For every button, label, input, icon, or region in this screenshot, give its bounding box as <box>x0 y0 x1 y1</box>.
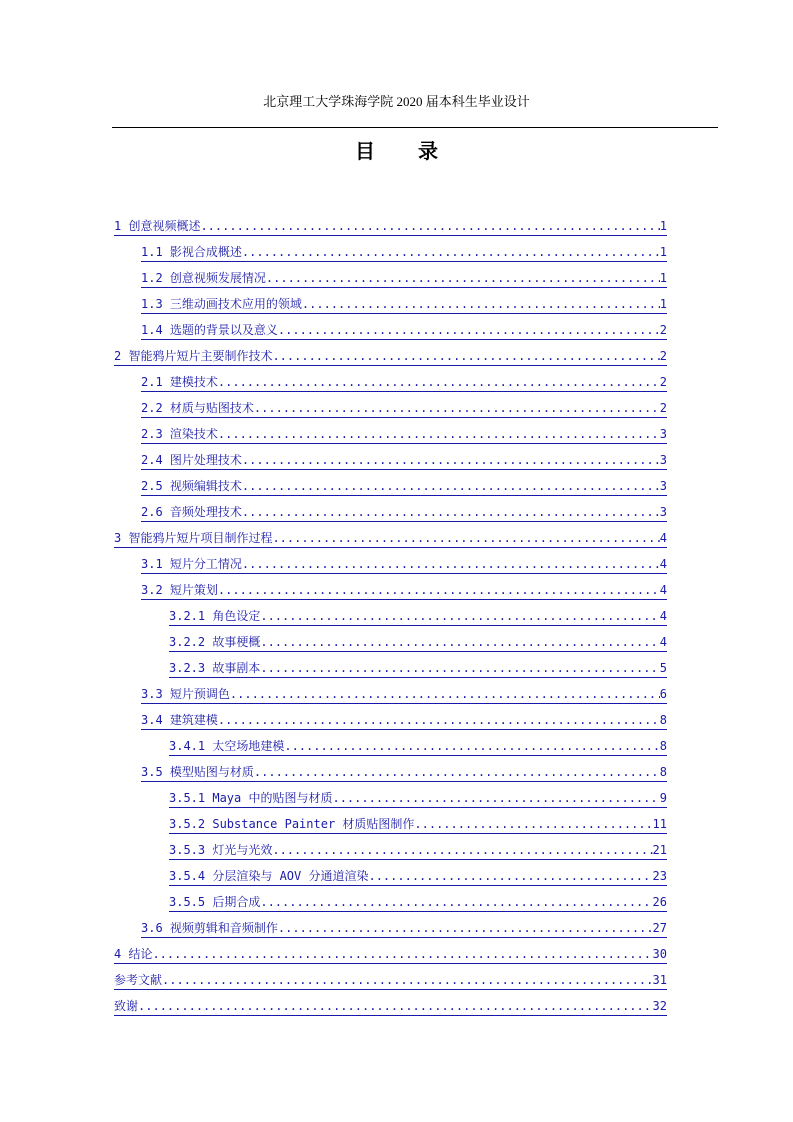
toc-link[interactable] <box>141 553 667 574</box>
dot-leader <box>242 478 660 495</box>
toc-entry <box>0 865 793 891</box>
toc-page-number: 26 <box>652 895 667 909</box>
toc-link[interactable] <box>141 917 667 938</box>
toc-link[interactable] <box>114 215 667 236</box>
table-of-contents <box>0 215 793 1021</box>
toc-entry-title: 3.5 模型贴图与材质 <box>141 765 254 779</box>
toc-entry-title: 3.3 短片预调色 <box>141 687 230 701</box>
toc-entry <box>0 423 793 449</box>
toc-page-number: 3 <box>659 427 667 441</box>
toc-page-number: 8 <box>659 739 667 753</box>
toc-entry <box>0 735 793 761</box>
dot-leader <box>152 946 652 963</box>
dot-leader <box>260 660 659 677</box>
dot-leader <box>218 426 660 443</box>
toc-entry <box>0 319 793 345</box>
toc-page-number: 31 <box>652 973 667 987</box>
toc-entry-title: 3.5.2 Substance Painter 材质贴图制作 <box>169 817 415 831</box>
toc-entry <box>0 995 793 1021</box>
toc-link[interactable] <box>169 813 667 834</box>
toc-link[interactable] <box>169 631 667 652</box>
toc-entry <box>0 657 793 683</box>
toc-page-number: 3 <box>659 479 667 493</box>
toc-link[interactable] <box>141 579 667 600</box>
toc-link[interactable] <box>141 371 667 392</box>
dot-leader <box>272 530 659 547</box>
toc-link[interactable] <box>141 423 667 444</box>
toc-entry <box>0 683 793 709</box>
toc-page-number: 1 <box>659 245 667 259</box>
toc-entry <box>0 605 793 631</box>
toc-entry <box>0 345 793 371</box>
toc-page-number: 6 <box>659 687 667 701</box>
toc-entry <box>0 553 793 579</box>
dot-leader <box>284 738 659 755</box>
toc-entry-title: 3.4.1 太空场地建模 <box>169 739 285 753</box>
toc-entry <box>0 215 793 241</box>
toc-entry-title: 2.5 视频编辑技术 <box>141 479 242 493</box>
toc-link[interactable] <box>141 397 667 418</box>
toc-link[interactable] <box>169 657 667 678</box>
toc-entry <box>0 787 793 813</box>
toc-entry-title: 4 结论 <box>114 947 153 961</box>
dot-leader <box>218 374 660 391</box>
toc-page-number: 8 <box>659 713 667 727</box>
toc-entry <box>0 943 793 969</box>
toc-page-number: 21 <box>652 843 667 857</box>
dot-leader <box>138 998 653 1015</box>
dot-leader <box>218 712 660 729</box>
toc-page-number: 4 <box>659 531 667 545</box>
toc-entry-title: 3.4 建筑建模 <box>141 713 218 727</box>
toc-link[interactable] <box>169 735 667 756</box>
toc-link[interactable] <box>141 293 667 314</box>
toc-link[interactable] <box>114 345 667 366</box>
dot-leader <box>218 582 660 599</box>
toc-entry-title: 2.4 图片处理技术 <box>141 453 242 467</box>
toc-page-number: 8 <box>659 765 667 779</box>
page-header: 北京理工大学珠海学院 2020 届本科生毕业设计 <box>263 94 530 109</box>
toc-entry <box>0 449 793 475</box>
toc-entry-title: 致谢 <box>114 999 139 1013</box>
toc-entry-title: 3.5.3 灯光与光效 <box>169 843 273 857</box>
header-divider <box>112 127 718 128</box>
dot-leader <box>242 556 660 573</box>
toc-entry-title: 2.1 建模技术 <box>141 375 218 389</box>
toc-page-number: 27 <box>652 921 667 935</box>
toc-page-number: 4 <box>659 557 667 571</box>
toc-entry <box>0 709 793 735</box>
toc-entry-title: 参考文献 <box>114 973 163 987</box>
toc-link[interactable] <box>169 865 667 886</box>
dot-leader <box>368 868 652 885</box>
toc-link[interactable] <box>114 527 667 548</box>
dot-leader <box>230 686 660 703</box>
toc-entry <box>0 839 793 865</box>
toc-entry-title: 3.6 视频剪辑和音频制作 <box>141 921 278 935</box>
toc-entry <box>0 761 793 787</box>
toc-link[interactable] <box>141 501 667 522</box>
dot-leader <box>260 894 652 911</box>
toc-entry-title: 3.5.4 分层渲染与 AOV 分通道渲染 <box>169 869 369 883</box>
toc-entry-title: 1.4 选题的背景以及意义 <box>141 323 278 337</box>
toc-entry <box>0 397 793 423</box>
toc-page-number: 4 <box>659 583 667 597</box>
toc-entry-title: 3 智能鸦片短片项目制作过程 <box>114 531 273 545</box>
toc-entry-title: 1.1 影视合成概述 <box>141 245 242 259</box>
toc-entry-title: 3.2.2 故事梗概 <box>169 635 261 649</box>
toc-page-number: 23 <box>652 869 667 883</box>
toc-link[interactable] <box>169 605 667 626</box>
toc-entry-title: 3.5.5 后期合成 <box>169 895 261 909</box>
toc-page-number: 1 <box>659 219 667 233</box>
dot-leader <box>332 790 659 807</box>
toc-page-number: 3 <box>659 505 667 519</box>
dot-leader <box>254 400 660 417</box>
toc-link[interactable] <box>169 839 667 860</box>
toc-entry <box>0 969 793 995</box>
toc-entry <box>0 527 793 553</box>
toc-entry-title: 3.2.3 故事剧本 <box>169 661 261 675</box>
dot-leader <box>278 920 653 937</box>
toc-entry <box>0 917 793 943</box>
toc-entry-title: 2.2 材质与贴图技术 <box>141 401 254 415</box>
toc-page-number: 11 <box>652 817 667 831</box>
toc-entry <box>0 371 793 397</box>
toc-link[interactable] <box>114 995 667 1016</box>
toc-entry <box>0 267 793 293</box>
toc-link[interactable] <box>114 943 667 964</box>
toc-link[interactable] <box>141 761 667 782</box>
toc-entry <box>0 293 793 319</box>
toc-entry-title: 1 创意视频概述 <box>114 219 201 233</box>
toc-link[interactable] <box>141 319 667 340</box>
toc-entry-title: 1.3 三维动画技术应用的领域 <box>141 297 302 311</box>
toc-page-number: 30 <box>652 947 667 961</box>
dot-leader <box>272 348 659 365</box>
toc-entry <box>0 891 793 917</box>
dot-leader <box>266 270 660 287</box>
toc-link[interactable] <box>141 267 667 288</box>
dot-leader <box>200 218 659 235</box>
toc-link[interactable] <box>141 449 667 470</box>
toc-link[interactable] <box>141 683 667 704</box>
dot-leader <box>272 842 652 859</box>
toc-entry-title: 3.2.1 角色设定 <box>169 609 261 623</box>
dot-leader <box>260 608 659 625</box>
toc-link[interactable] <box>141 241 667 262</box>
toc-entry <box>0 475 793 501</box>
toc-entry-title: 2.6 音频处理技术 <box>141 505 242 519</box>
toc-page-number: 9 <box>659 791 667 805</box>
toc-page-number: 5 <box>659 661 667 675</box>
toc-entry <box>0 813 793 839</box>
toc-entry-title: 3.2 短片策划 <box>141 583 218 597</box>
dot-leader <box>162 972 653 989</box>
toc-entry <box>0 579 793 605</box>
dot-leader <box>414 816 652 833</box>
dot-leader <box>302 296 660 313</box>
toc-page-number: 1 <box>659 271 667 285</box>
toc-page-number: 2 <box>659 323 667 337</box>
toc-link[interactable] <box>169 787 667 808</box>
dot-leader <box>260 634 659 651</box>
dot-leader <box>242 244 660 261</box>
toc-entry <box>0 241 793 267</box>
toc-entry-title: 1.2 创意视频发展情况 <box>141 271 266 285</box>
toc-page-number: 2 <box>659 375 667 389</box>
toc-page-number: 4 <box>659 609 667 623</box>
toc-page-number: 2 <box>659 349 667 363</box>
toc-page-number: 32 <box>652 999 667 1013</box>
dot-leader <box>242 504 660 521</box>
dot-leader <box>278 322 660 339</box>
toc-page-number: 4 <box>659 635 667 649</box>
toc-entry-title: 3.1 短片分工情况 <box>141 557 242 571</box>
toc-link[interactable] <box>141 475 667 496</box>
toc-page-number: 1 <box>659 297 667 311</box>
toc-link[interactable] <box>114 969 667 990</box>
toc-entry-title: 2.3 渲染技术 <box>141 427 218 441</box>
toc-page-number: 2 <box>659 401 667 415</box>
toc-entry <box>0 501 793 527</box>
toc-link[interactable] <box>169 891 667 912</box>
toc-title: 目 录 <box>355 139 456 163</box>
toc-link[interactable] <box>141 709 667 730</box>
toc-page-number: 3 <box>659 453 667 467</box>
toc-entry-title: 3.5.1 Maya 中的贴图与材质 <box>169 791 333 805</box>
dot-leader <box>242 452 660 469</box>
dot-leader <box>254 764 660 781</box>
toc-entry-title: 2 智能鸦片短片主要制作技术 <box>114 349 273 363</box>
toc-entry <box>0 631 793 657</box>
